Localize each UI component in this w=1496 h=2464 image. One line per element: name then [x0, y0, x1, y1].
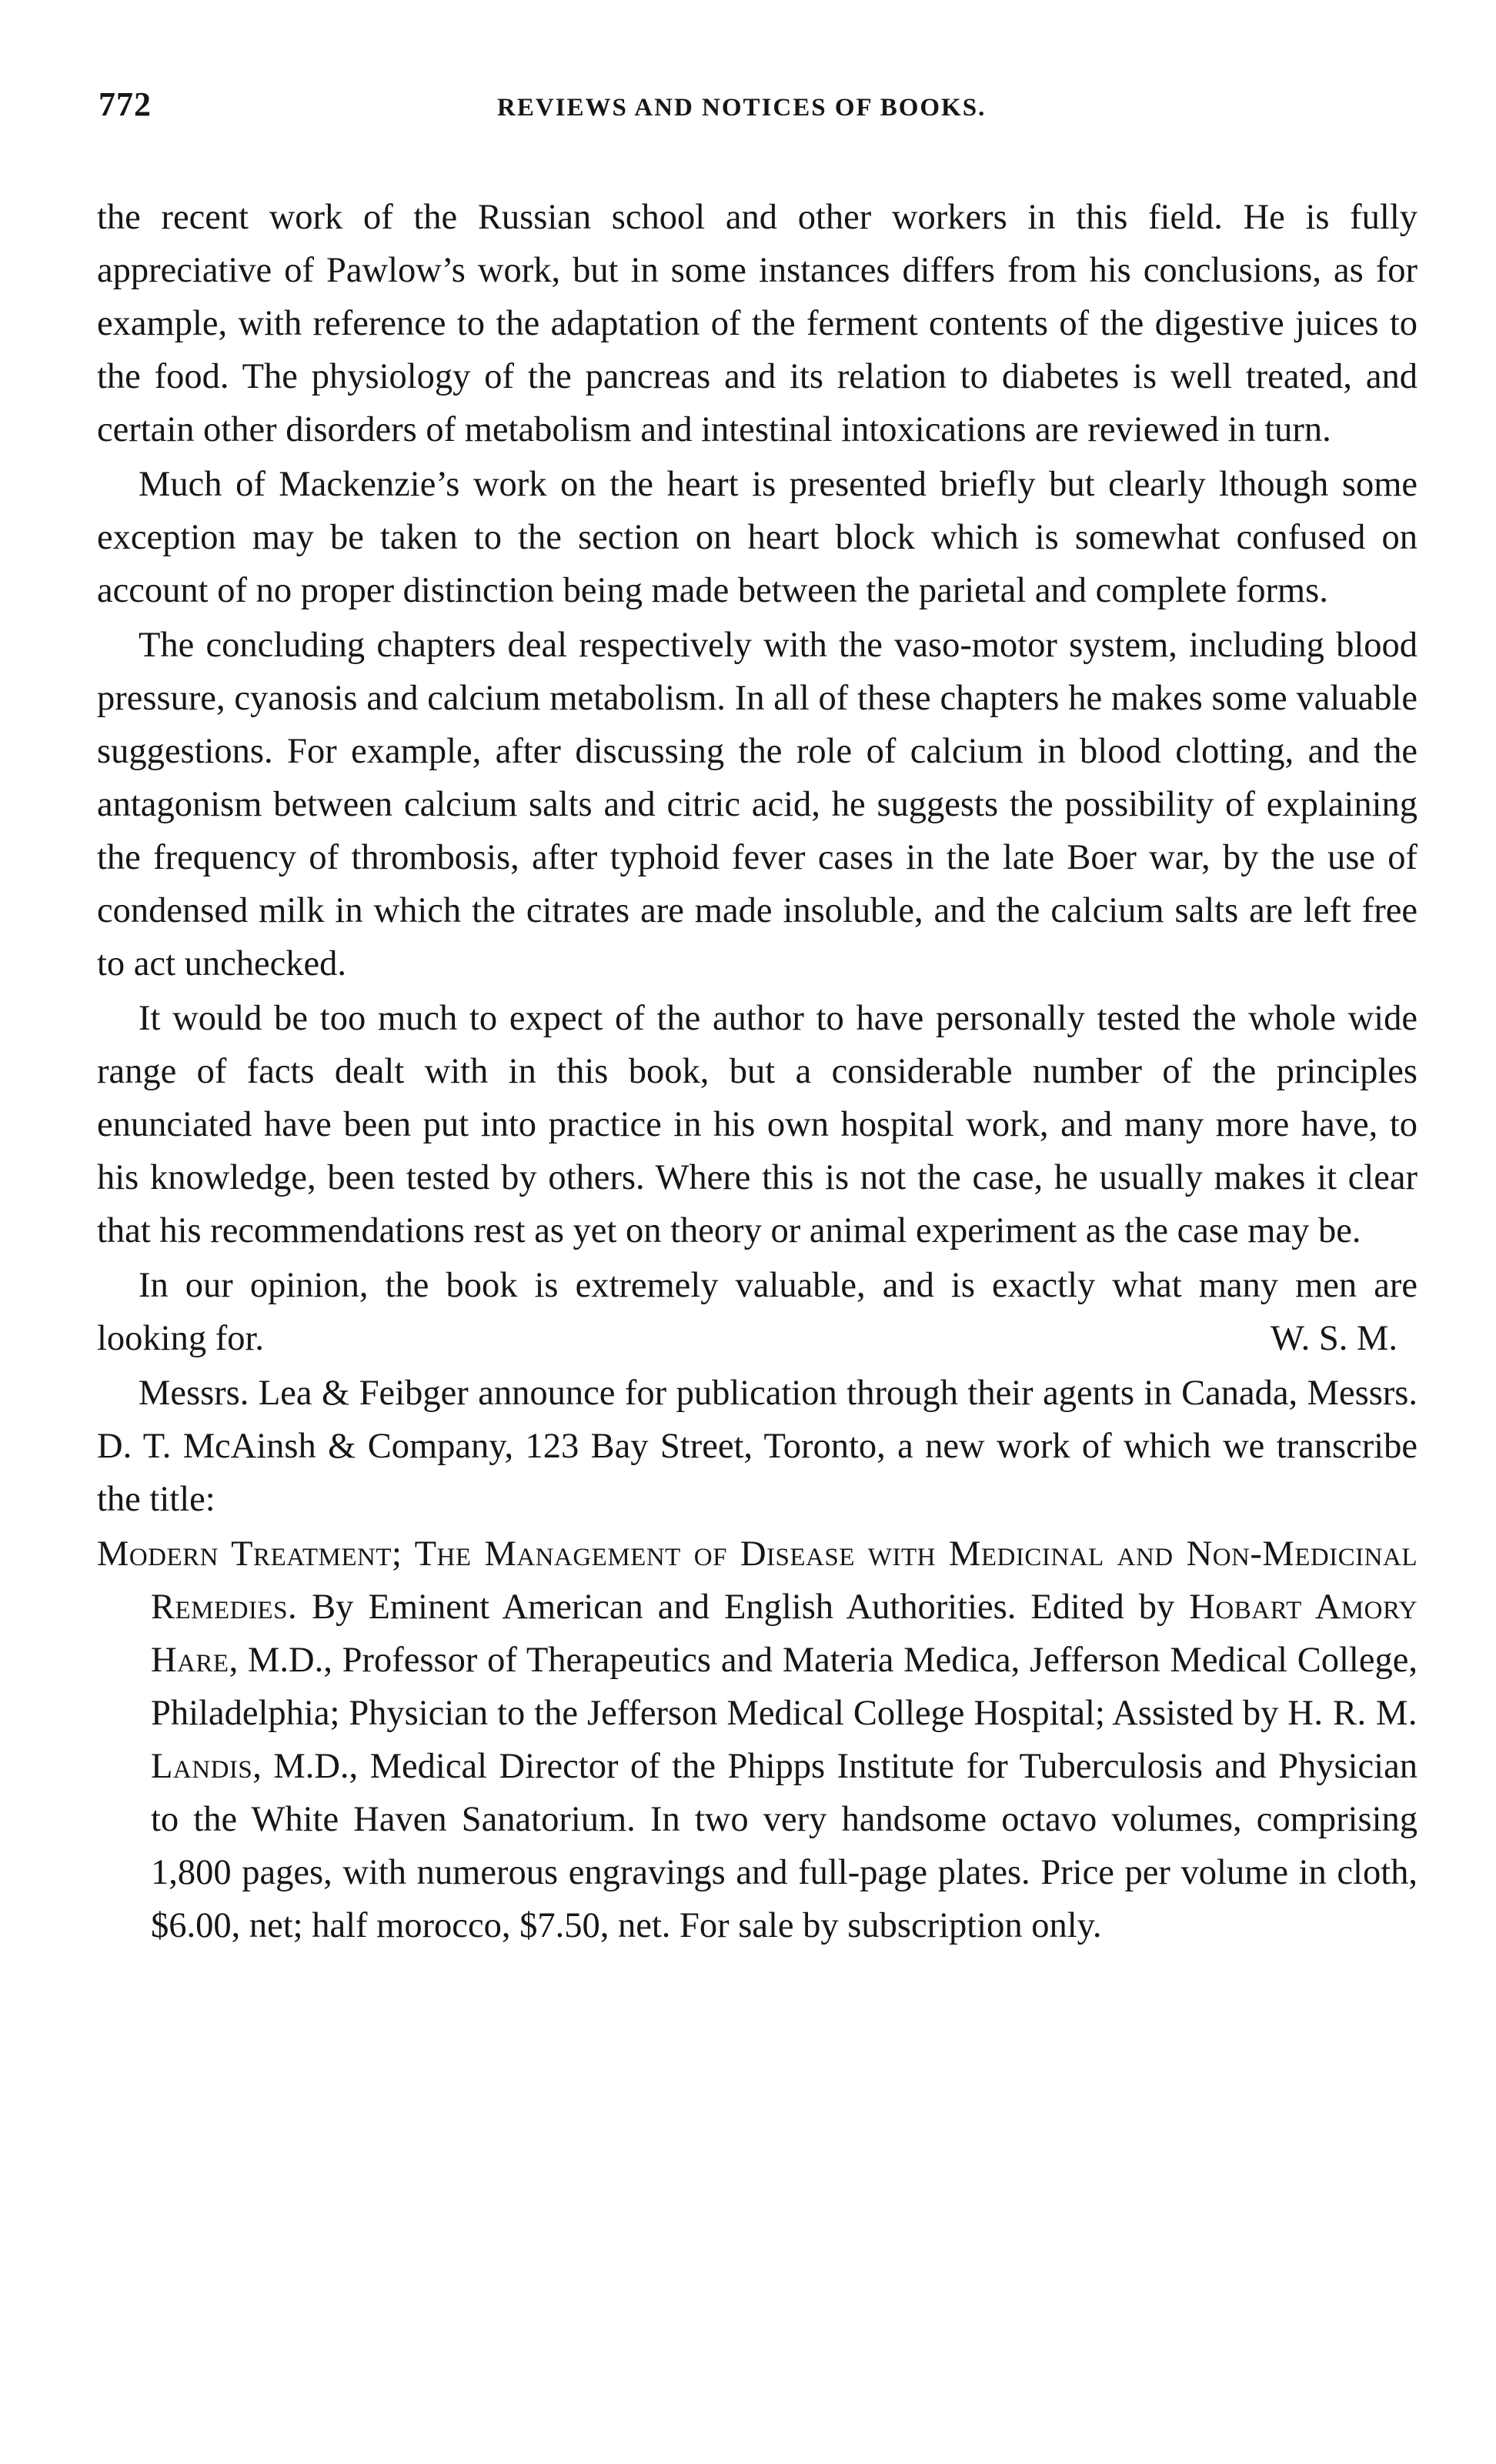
running-head: [97, 77, 1418, 146]
book-byline: By Eminent American and English Authorities. Edited by: [297, 1588, 1190, 1627]
reviewer-signature: W. S. M.: [1271, 1319, 1397, 1358]
opinion-paragraph: [97, 1259, 1418, 1365]
editor-name: Hobart Amory Hare: [151, 1588, 1418, 1680]
page-number: 772: [99, 85, 152, 123]
assistant-name: H. R. M. Landis: [151, 1694, 1418, 1786]
paragraph-4: It would be too much to expect of the author to have personally tested the whole wide range of facts dealt with in this book, but a considerable number of the principles enunciated have been put into practice in his own hospital work, and many more have, to his knowledge, been tested by others. Where this is not the case, he usually makes it clear that his recommendations rest as yet on theory or animal experiment as the case may be.: [97, 999, 1418, 1250]
running-title: REVIEWS AND NOTICES OF BOOKS.: [497, 94, 987, 122]
paragraph-2: Much of Mackenzie’s work on the heart is presented briefly but clearly lthough some exception may be taken to the section on heart block which is somewhat confused on account of no proper distinction being made between the parietal and complete forms.: [97, 465, 1418, 610]
paragraph-1: the recent work of the Russian school and other workers in this field. He is fully appreciative of Pawlow’s work, but in some instances differs from his conclusions, as for example, with reference to the adaptation of the ferment contents of the digestive juices to the food. The physiology of the pancreas and its relation to diabetes is well treated, and certain other disorders of metabolism and intestinal intoxications are reviewed in turn.: [97, 198, 1418, 449]
book-title: Modern Treatment; The Management of Disease with Medicinal and Non-Medicinal Remedies.: [97, 1534, 1418, 1627]
notice-section: [97, 1367, 1418, 1952]
book-entry: [97, 1527, 1418, 1952]
paragraph-3: The concluding chapters deal respectively with the vaso-motor system, including blood pressure, cyanosis and calcium metabolism. In all of these chapters he makes some valuable suggestions. For example, after discussing the role of calcium in blood clotting, and the antagonism between calcium salts and citric acid, he suggests the possibility of explaining the frequency of thrombosis, after typhoid fever cases in the late Boer war, by the use of condensed milk in which the citrates are made insoluble, and the calcium salts are left free to act unchecked.: [97, 626, 1418, 983]
editor-description: , M.D., Professor of Therapeutics and Materia Medica, Jefferson Medical College, Philadelphia; Physician to the Jefferson Medical College Hospital; Assisted by: [151, 1641, 1418, 1733]
opinion-text: In our opinion, the book is extremely valuable, and is exactly what many men are looking for.: [97, 1266, 1418, 1358]
page: [97, 77, 1418, 1952]
review-body: [97, 191, 1418, 1365]
assistant-description: , M.D., Medical Director of the Phipps Institute for Tuberculosis and Physician to the White Haven Sanatorium. In two very handsome octavo volumes, comprising 1,800 pages, with numerous engravings and full-page plates. Price per volume in cloth, $6.00, net; half morocco, $7.50, net. For sale by subscription only.: [151, 1747, 1418, 1945]
announcement-paragraph: Messrs. Lea & Feibger announce for publication through their agents in Canada, Messrs. D. T. McAinsh & Company, 123 Bay Street, Toronto, a new work of which we transcribe the title:: [97, 1374, 1418, 1519]
